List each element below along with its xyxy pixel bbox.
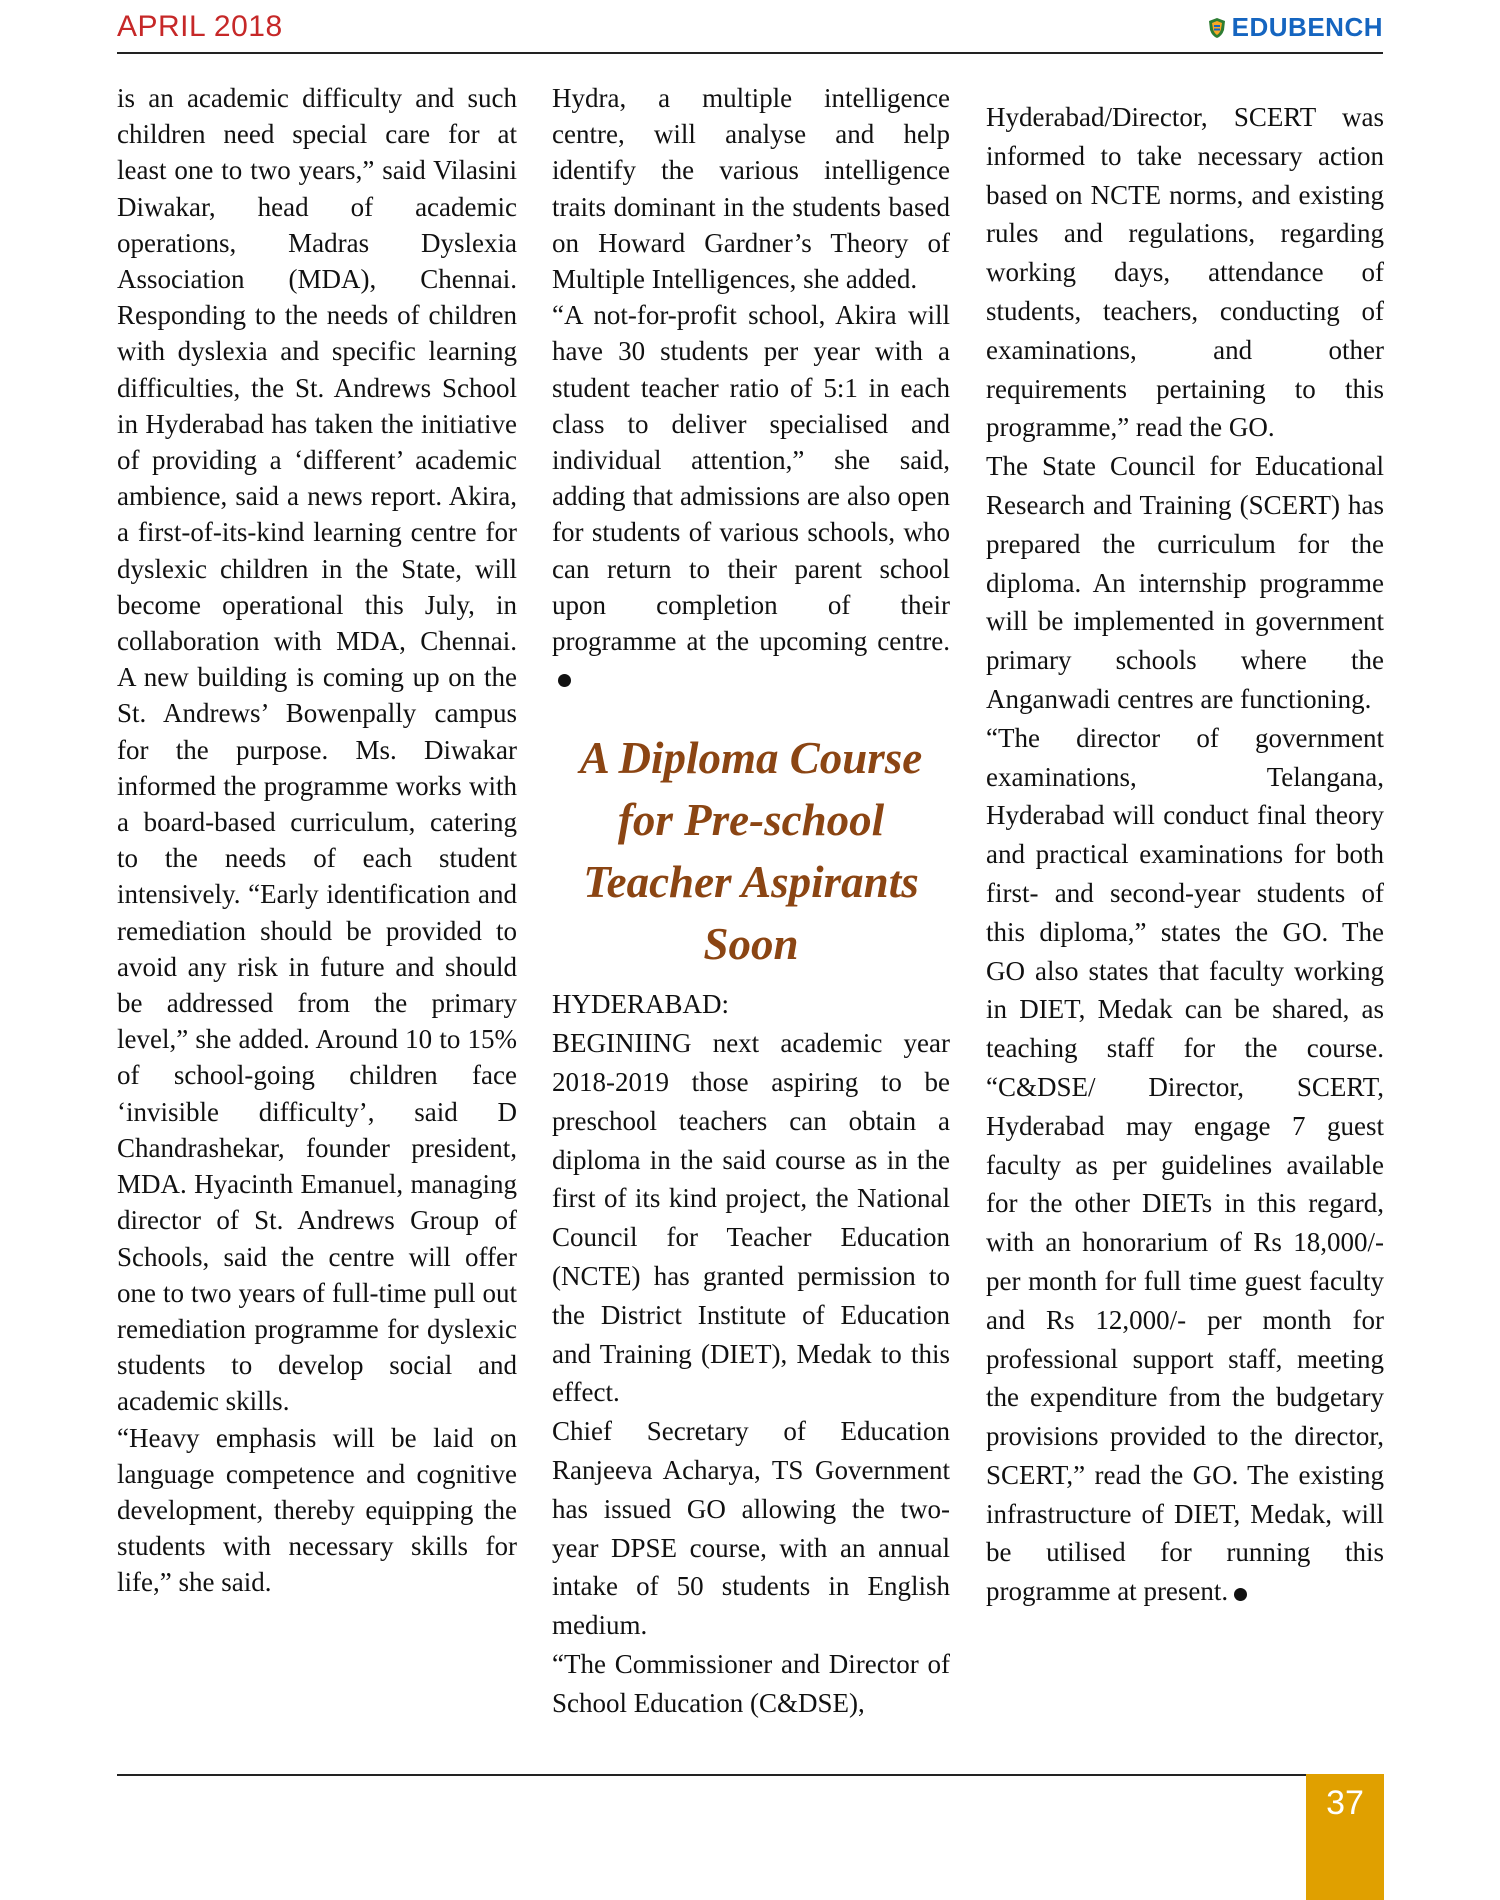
shield-icon — [1208, 17, 1226, 39]
page-header — [117, 6, 1383, 54]
brand-logo — [1208, 12, 1383, 43]
page-number-box — [1306, 1774, 1384, 1900]
footer-rule — [117, 1774, 1309, 1776]
paragraph: Hydra, a multiple intelligence centre, will analyse and help identify the various intelligence traits dominant in the students based on Howard Gardner’s Theory of Multiple Intelligences, she added. — [552, 83, 950, 295]
page-number: 37 — [1326, 1784, 1364, 1822]
paragraph-text: “The director of government examinations, Telangana, Hyderabad will conduct final theory and practical examinations for both first- and second-year students of this diploma,” states the GO. The GO also states that faculty working in DIET, Medak can be shared, as teaching staff for the course. “C&DSE/ Director, SCERT, Hyderabad may engage 7 guest faculty as per guidelines available for the other DIETs in this regard, with an honorarium of Rs 18,000/- per month for full time guest faculty and Rs 12,000/- per month for professional support staff, meeting the expenditure from the budgetary provisions provided to the director, SCERT,” read the GO. The existing infrastructure of DIET, Medak, will be utilised for running this programme at present. — [986, 722, 1384, 1607]
paragraph — [552, 297, 950, 695]
column-1 — [117, 80, 517, 1601]
paragraph: “Heavy emphasis will be laid on language competence and cognitive development, thereby equipping the students with necessary skills for life,” she said. — [117, 1422, 517, 1598]
column-2 — [552, 80, 950, 1723]
end-of-article-dot — [1234, 1588, 1247, 1601]
brand-name: EDUBENCH — [1231, 12, 1383, 42]
paragraph — [986, 719, 1384, 1611]
paragraph: BEGINIING next academic year 2018-2019 those aspiring to be preschool teachers can obtain a diploma in the said course as in the first of its kind project, the National Council for Teacher Education (NCTE) has granted permission to the District Institute of Education and Training (DIET), Medak to this effect. — [552, 1028, 950, 1408]
paragraph-text: “A not-for-profit school, Akira will have 30 students per year with a student teacher ratio of 5:1 in each class to deliver specialised and individual attention,” she said, adding that admissions are also open for students of various schools, who can return to their parent school upon completion of their programme at the upcoming centre. — [552, 300, 950, 657]
article-body — [552, 985, 950, 1722]
end-of-article-dot — [558, 674, 571, 687]
paragraph: “The Commissioner and Director of School Education (C&DSE), — [552, 1649, 950, 1718]
paragraph: is an academic difficulty and such children need special care for at least one to two years,” said Vilasini Diwakar, head of academic operations, Madras Dyslexia Association (MDA), Chennai. Responding to the needs of children with dyslexia and specific learning difficulties, the St. Andrews School in Hyderabad has taken the initiative of providing a ‘different’ academic ambience, said a news report. Akira, a first-of-its-kind learning centre for dyslexic children in the State, will become operational this July, in collaboration with MDA, Chennai. A new building is coming up on the St. Andrews’ Bowenpally campus for the purpose. Ms. Diwakar informed the programme works with a board-based curriculum, catering to the needs of each student intensively. “Early identification and remediation should be provided to avoid any risk in future and should be addressed from the primary level,” she added. Around 10 to 15% of school-going children face ‘invisible difficulty’, said D Chandrashekar, founder president, MDA. Hyacinth Emanuel, managing director of St. Andrews Group of Schools, said the centre will offer one to two years of full-time pull out remediation programme for dyslexic students to develop social and academic skills. — [117, 83, 517, 1417]
article-heading: A Diploma Course for Pre-school Teacher Aspirants Soon — [579, 733, 923, 970]
paragraph: The State Council for Educational Research and Training (SCERT) has prepared the curriculum for the diploma. An internship programme will be implemented in government primary schools where the Anganwadi centres are functioning. — [986, 451, 1384, 714]
dateline: HYDERABAD: — [552, 989, 730, 1020]
column-3 — [986, 98, 1384, 1611]
paragraph: Hyderabad/Director, SCERT was informed to take necessary action based on NCTE norms, and existing rules and regulations, regarding working days, attendance of students, teachers, conducting of examinations, and other requirements pertaining to this programme,” read the GO. — [986, 102, 1384, 443]
issue-date: APRIL 2018 — [117, 10, 283, 43]
paragraph: Chief Secretary of Education Ranjeeva Acharya, TS Government has issued GO allowing the two-year DPSE course, with an annual intake of 50 students in English medium. — [552, 1416, 950, 1641]
